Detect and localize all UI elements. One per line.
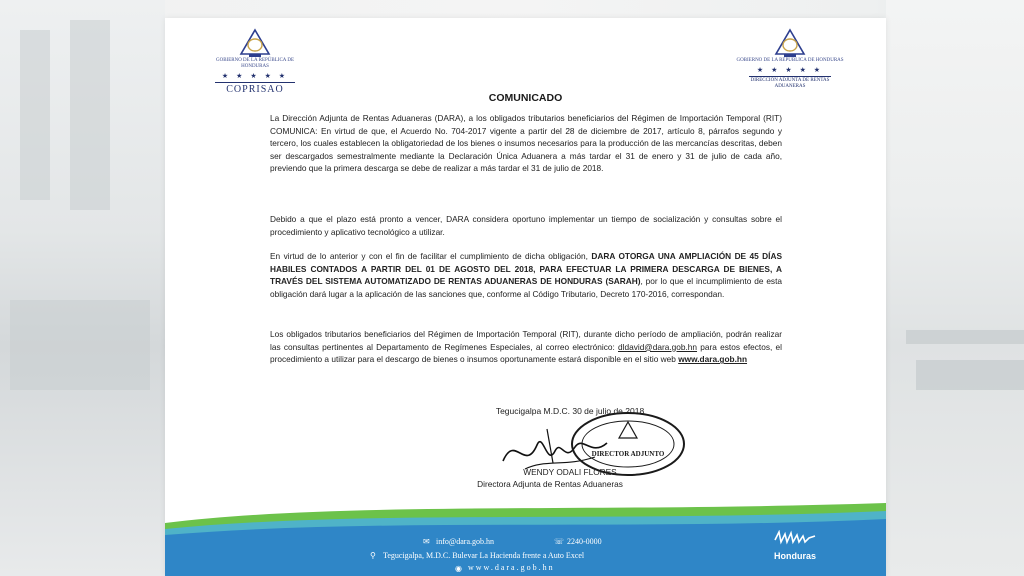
website-link[interactable]: www.dara.gob.hn (678, 354, 748, 365)
seal-stars: ★ ★ ★ ★ ★ (221, 73, 289, 80)
background-right (886, 0, 1024, 576)
coprisao-seal (203, 28, 307, 95)
seal-small-text: GOBIERNO DE LA REPÚBLICA DE HONDURAS (215, 58, 295, 69)
phone-icon: ☏ (554, 537, 565, 546)
signatory-role: Directora Adjunta de Rentas Aduaneras (477, 479, 623, 489)
dara-seal (735, 28, 845, 90)
location-pin-icon: ⚲ (370, 551, 376, 560)
email-icon: ✉ (423, 537, 430, 546)
seal-small-text: GOBIERNO DE LA REPÚBLICA DE HONDURAS (736, 58, 844, 63)
honduras-coat-of-arms-icon (238, 28, 272, 58)
date-line: Tegucigalpa M.D.C. 30 de julio de 2018 (495, 406, 645, 416)
honduras-logo-text: Honduras (773, 551, 816, 561)
window-blur (20, 30, 50, 200)
honduras-coat-of-arms-icon (773, 28, 807, 58)
shelf-blur (916, 360, 1024, 390)
globe-icon: ◉ (455, 564, 462, 573)
paragraph-2: Debido a que el plazo está pronto a vencer, DARA considera oportuno implementar un tiempo de socialización y consultas sobre el procedimiento y aplicativo tecnológico a utilizar. (270, 214, 782, 237)
honduras-brand-logo (773, 530, 817, 561)
seal-brand: DIRECCIÓN ADJUNTA DE RENTAS ADUANERAS (750, 78, 830, 89)
email-link[interactable]: dldavid@dara.gob.hn (618, 341, 698, 352)
paragraph-3-tail: , por lo que el incumplimiento de esta obligación dará lugar a la aplicación de las sanciones que, conforme al Código Tributario, Decreto 170-2016, correspondan. (270, 276, 783, 299)
window-blur (70, 20, 110, 210)
footer-address: Tegucigalpa, M.D.C. Bulevar La Hacienda frente a Auto Excel (383, 551, 585, 560)
honduras-wave-logo-icon (773, 530, 817, 546)
paragraph-3 (270, 250, 782, 300)
document-title: COMUNICADO (488, 92, 563, 104)
paragraph-1: La Dirección Adjunta de Rentas Aduaneras (DARA), a los obligados tributarios beneficiarios del Régimen de Importación Temporal (RIT) COMUNICA: En virtud de que, el Acuerdo No. 704-2017 vigente a partir del 28 de diciembre de 2017, artículo 8, párrafos segundo y tercero, los cuales establecen la obligatoriedad de los bienes o insumos necesarios para la producción de las mercancías descritas, deben ser descargados semestralmente mediante la Declaración Única Aduanera a más tardar el 31 de enero y 31 de julio de cada año, previendo que la primera descarga se debe de realizar a más tardar el 31 de julio de 2018. (270, 113, 782, 174)
seal-brand: COPRISAO (215, 82, 295, 95)
stamp-label: DIRECTOR ADJUNTO (591, 450, 665, 458)
footer-phone: 2240-0000 (567, 537, 602, 546)
footer-website[interactable]: www.dara.gob.hn (468, 563, 555, 572)
paragraph-3-bold: DARA OTORGA UNA AMPLIACIÓN DE 45 DÍAS HABILES CONTADOS A PARTIR DEL 01 DE AGOSTO DEL 2018, PARA EFECTUAR LA PRIMERA DESCARGA DE BIENES, A TRAVÉS DEL SISTEMA AUTOMATIZADO DE RENTAS ADUANERAS DE HONDURAS (SARAH) (270, 251, 782, 287)
paragraph-4 (270, 328, 782, 366)
seal-stars: ★ ★ ★ ★ ★ (756, 67, 824, 74)
shelf-blur (906, 330, 1024, 344)
document-page (165, 18, 886, 576)
desk-blur (10, 300, 150, 390)
paragraph-4-mid: para estos efectos, el procedimiento a utilizar para el descargo de bienes o insumos oportunamente estará disponible en el sitio web (270, 341, 782, 365)
paragraph-4-lead: Los obligados tributarios beneficiarios del Régimen de Importación Temporal (RIT), durante dicho período de ampliación, podrán realizar las consultas pertinentes al Departamento de Regímenes Especiales, al correo electrónico: (270, 329, 782, 352)
background-left (0, 0, 165, 576)
footer-email[interactable]: info@dara.gob.hn (436, 537, 495, 546)
paragraph-3-lead: En virtud de lo anterior y con el fin de facilitar el cumplimiento de dicha obligación, (270, 251, 592, 261)
signatory-name: WENDY ODALI FLORES (523, 467, 617, 477)
